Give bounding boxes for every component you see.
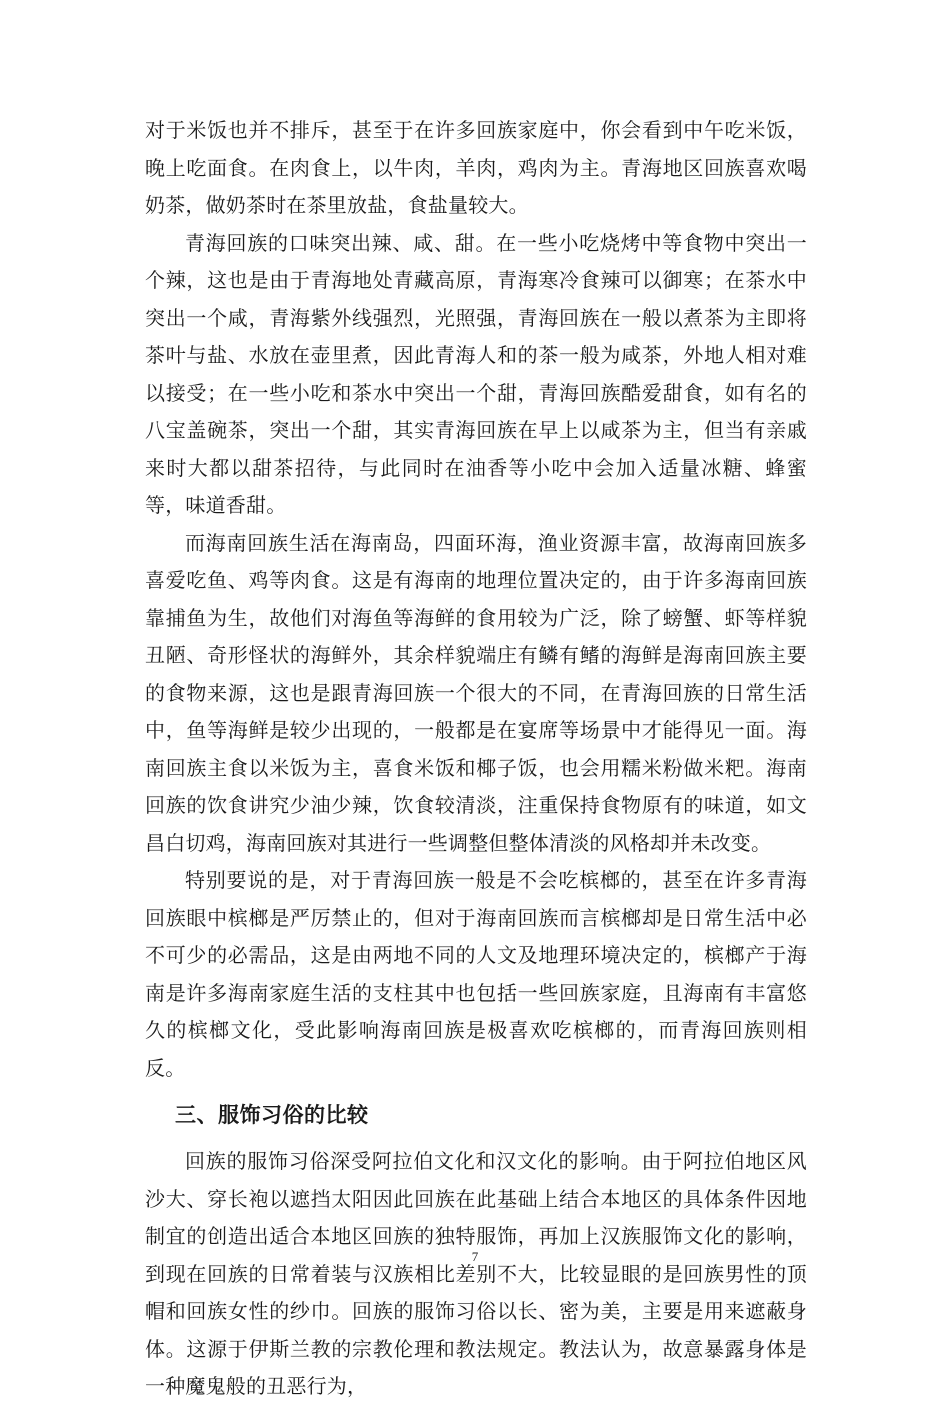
document-page [145, 112, 807, 1406]
paragraph-hainan-diet: 而海南回族生活在海南岛，四面环海，渔业资源丰富，故海南回族多喜爱吃鱼、鸡等肉食。这是有海南的地理位置决定的，由于许多海南回族靠捕鱼为生，故他们对海鱼等海鲜的食用较为广泛，除了螃蟹、虾等样貌丑陋、奇形怪状的海鲜外，其余样貌端庄有鳞有鳍的海鲜是海南回族主要的食物来源，这也是跟青海回族一个很大的不同，在青海回族的日常生活中，鱼等海鲜是较少出现的，一般都是在宴席等场景中才能得见一面。海南回族主食以米饭为主，喜食米饭和椰子饭，也会用糯米粉做米粑。海南回族的饮食讲究少油少辣，饮食较清淡，注重保持食物原有的味道，如文昌白切鸡，海南回族对其进行一些调整但整体清淡的风格却并未改变。 [145, 530, 807, 855]
paragraph-clothing-customs: 回族的服饰习俗深受阿拉伯文化和汉文化的影响。由于阿拉伯地区风沙大、穿长袍以遮挡太阳因此回族在此基础上结合本地区的具体条件因地制宜的创造出适合本地区回族的独特服饰，再加上汉族服饰文化的影响，到现在回族的日常着装与汉族相比差别不大，比较显眼的是回族男性的顶帽和回族女性的纱巾。回族的服饰习俗以长、密为美，主要是用来遮蔽身体。这源于伊斯兰教的宗教伦理和教法规定。教法认为，故意暴露身体是一种魔鬼般的丑恶行为， [145, 1149, 807, 1398]
section-heading-clothing: 三、服饰习俗的比较 [175, 1103, 369, 1127]
paragraph-betel-nut: 特别要说的是，对于青海回族一般是不会吃槟榔的，甚至在许多青海回族眼中槟榔是严厉禁止的，但对于海南回族而言槟榔却是日常生活中必不可少的必需品，这是由两地不同的人文及地理环境决定的，槟榔产于海南是许多海南家庭生活的支柱其中也包括一些回族家庭，且海南有丰富悠久的槟榔文化，受此影响海南回族是极喜欢吃槟榔的，而青海回族则相反。 [145, 868, 807, 1080]
paragraph-rice-and-tea: 对于米饭也并不排斥，甚至于在许多回族家庭中，你会看到中午吃米饭，晚上吃面食。在肉食上，以牛肉，羊肉，鸡肉为主。青海地区回族喜欢喝奶茶，做奶茶时在茶里放盐，食盐量较大。 [145, 118, 807, 217]
paragraph-qinghai-taste: 青海回族的口味突出辣、咸、甜。在一些小吃烧烤中等食物中突出一个辣，这也是由于青海地处青藏高原，青海寒冷食辣可以御寒；在茶水中突出一个咸，青海紫外线强烈，光照强，青海回族在一般以煮茶为主即将茶叶与盐、水放在壶里煮，因此青海人和的茶一般为咸茶，外地人相对难以接受；在一些小吃和茶水中突出一个甜，青海回族酷爱甜食，如有名的八宝盖碗茶，突出一个甜，其实青海回族在早上以咸茶为主，但当有亲戚来时大都以甜茶招待，与此同时在油香等小吃中会加入适量冰糖、蜂蜜等，味道香甜。 [145, 230, 807, 517]
page-number: 7 [471, 1249, 479, 1264]
